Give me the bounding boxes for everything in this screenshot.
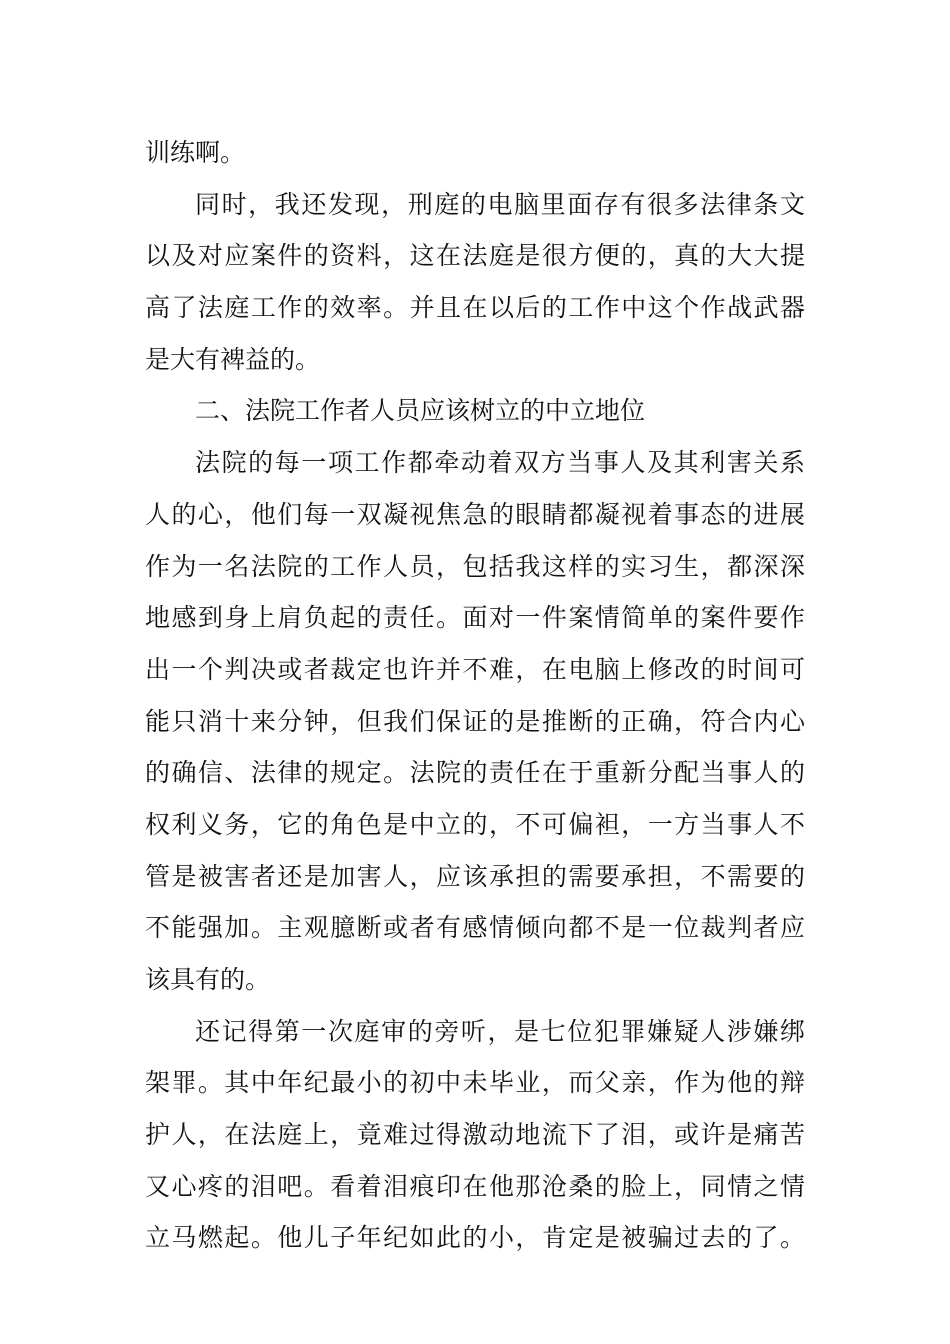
text-line: 地感到身上肩负起的责任。面对一件案情简单的案件要作 — [145, 603, 805, 633]
text-line: 作为一名法院的工作人员，包括我这样的实习生，都深深 — [145, 551, 805, 581]
text-line: 人的心，他们每一双凝视焦急的眼睛都凝视着事态的进展 — [145, 499, 805, 529]
text-line: 权利义务，它的角色是中立的，不可偏袒，一方当事人不 — [145, 809, 805, 839]
text-line: 该具有的。 — [145, 965, 271, 994]
text-line: 立马燃起。他儿子年纪如此的小，肯定是被骗过去的了。 — [145, 1223, 805, 1253]
text-line: 还记得第一次庭审的旁听，是七位犯罪嫌疑人涉嫌绑 — [195, 1016, 805, 1046]
document-body — [145, 127, 805, 1264]
text-line: 以及对应案件的资料，这在法庭是很方便的，真的大大提 — [145, 241, 805, 271]
section-heading: 二、法院工作者人员应该树立的中立地位 — [195, 396, 646, 426]
text-line: 高了法庭工作的效率。并且在以后的工作中这个作战武器 — [145, 293, 805, 323]
text-line: 是大有裨益的。 — [145, 344, 321, 374]
text-line: 出一个判决或者裁定也许并不难，在电脑上修改的时间可 — [145, 654, 805, 684]
text-line: 法院的每一项工作都牵动着双方当事人及其利害关系 — [195, 448, 805, 478]
text-line: 管是被害者还是加害人，应该承担的需要承担，不需要的 — [145, 861, 805, 891]
text-line: 护人，在法庭上，竟难过得激动地流下了泪，或许是痛苦 — [145, 1120, 805, 1150]
text-line: 又心疼的泪吧。看着泪痕印在他那沧桑的脸上，同情之情 — [145, 1171, 805, 1201]
text-line: 能只消十来分钟，但我们保证的是推断的正确，符合内心 — [145, 706, 805, 736]
text-line: 不能强加。主观臆断或者有感情倾向都不是一位裁判者应 — [145, 913, 805, 943]
text-line: 同时，我还发现，刑庭的电脑里面存有很多法律条文 — [195, 189, 805, 219]
text-line: 架罪。其中年纪最小的初中未毕业，而父亲，作为他的辩 — [145, 1068, 805, 1098]
text-line: 的确信、法律的规定。法院的责任在于重新分配当事人的 — [145, 758, 805, 788]
text-line: 训练啊。 — [145, 138, 246, 167]
